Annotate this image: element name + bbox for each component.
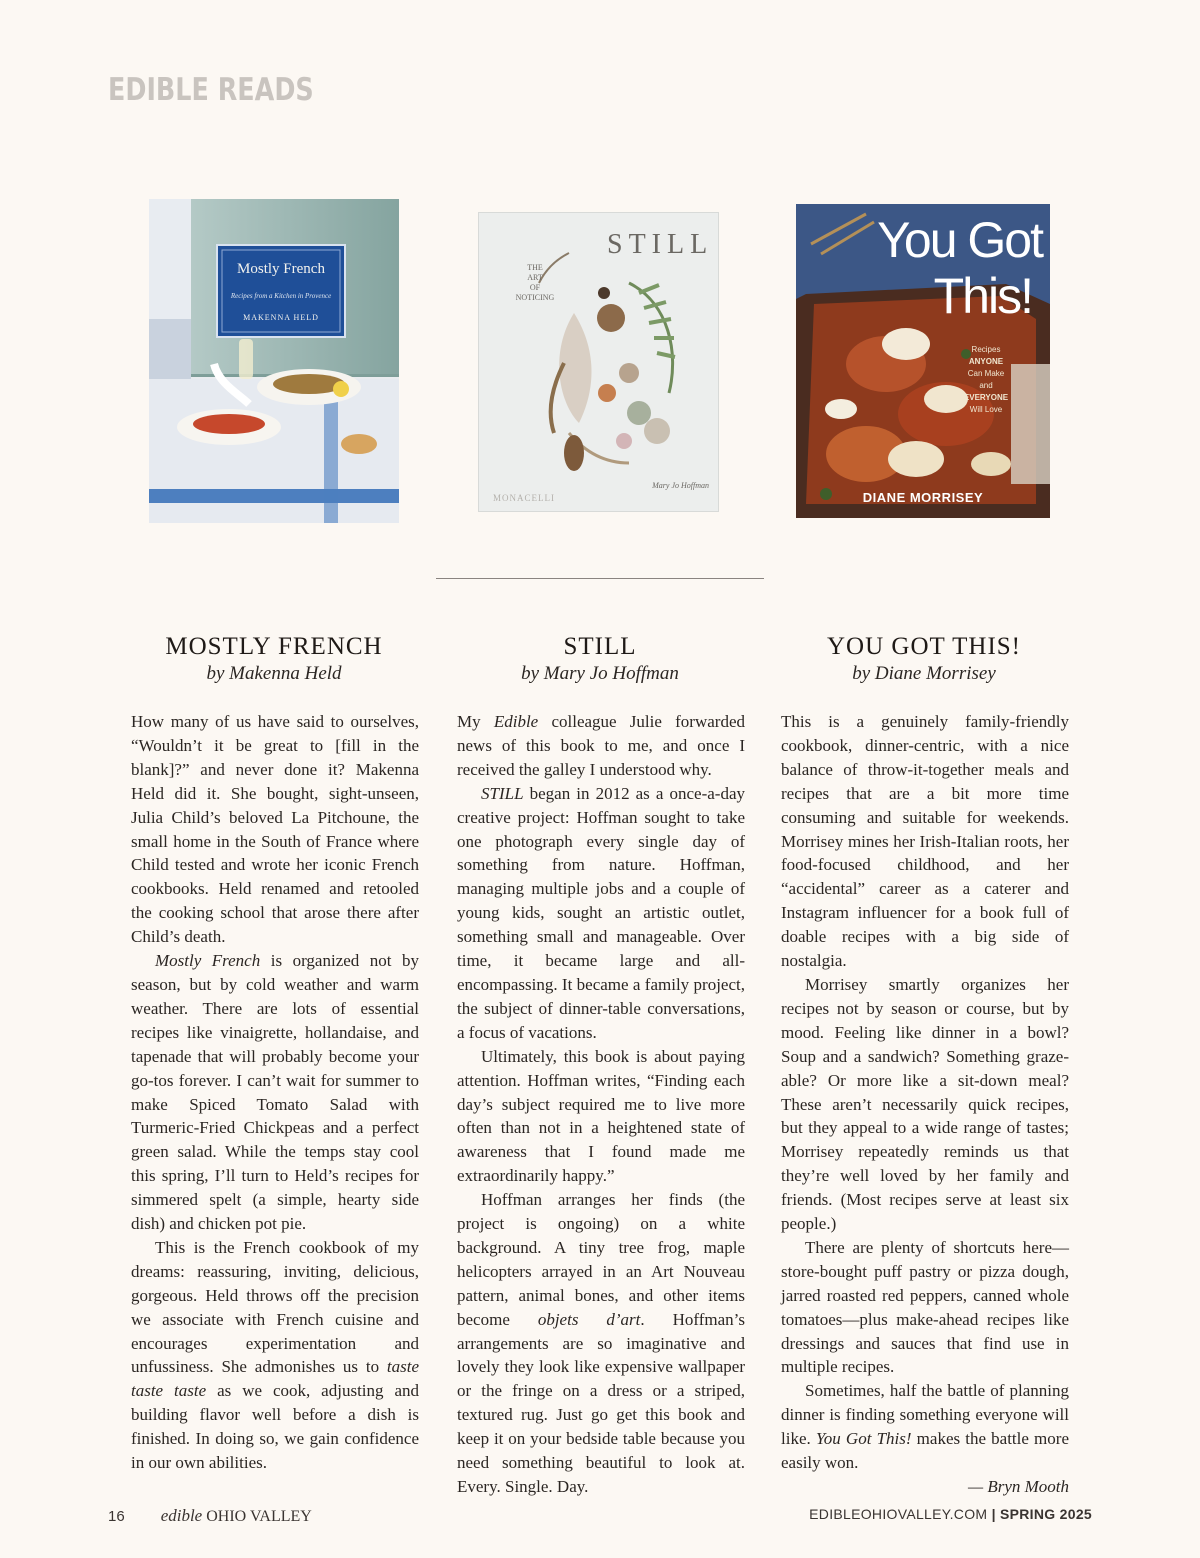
still-cover-subtitle-line: THE (527, 263, 543, 272)
review-paragraph (781, 1236, 1069, 1379)
text-run: This is the French cookbook of my dreams: reassuring, inviting, delicious, gorgeous. Held throws off the precision we associate with French cuisine and encourages experimentation and unfussiness. She admonishes us to (131, 1237, 419, 1377)
review-paragraph (457, 782, 745, 1045)
text-run: This is a genuinely family-friendly cookbook, dinner-centric, with a nice balance of throw-it-together meals and recipes that are a bit more time consuming and suitable for weekends. Morrisey mines her Irish-Italian roots, her food-focused childhood, and her “accidental” career as a caterer and Instagram influencer for a book full of doable recipes with a big side of nostalgia. (781, 712, 1069, 971)
review-paragraph (131, 710, 419, 949)
footer-right (809, 1506, 1092, 1522)
text-run: as we cook, adjusting and building flavor well before a dish is finished. In doing so, we gain confidence in our own abilities. (131, 1381, 419, 1473)
text-run: There are plenty of shortcuts here—store-bought puff pastry or pizza dough, jarred roasted red peppers, canned whole tomatoes—plus make-ahead recipes like dressings and sauces that find use in multiple recipes. (781, 1237, 1069, 1377)
mostly-french-cover-title: Mostly French (237, 261, 325, 277)
section-label: EDIBLE READS (108, 72, 314, 108)
issue-label: SPRING 2025 (999, 1506, 1092, 1522)
text-run: Morrisey smartly organizes her recipes not by season or course, but by mood. Feeling like dinner in a bowl? Soup and a sandwich? Something graze-able? Or more like a sit-down meal? These aren’t necessarily quick recipes, but they appeal to a wide range of tastes; Morrisey repeatedly reminds us that they’re well loved by her family and friends. (Most recipes serve at least six people.) (781, 974, 1069, 1234)
review-paragraph (781, 1379, 1069, 1475)
magazine-brand (161, 1508, 312, 1525)
still-cover-image (478, 212, 719, 512)
magazine-name-italic: Edible (493, 712, 539, 731)
section-divider (436, 578, 764, 579)
review-paragraph (781, 973, 1069, 1236)
text-run: began in 2012 as a once-a-day creative project: Hoffman sought to take one photograph every single day of something from nature. Hoffman, managing multiple jobs and a couple of young kids, sought an artistic outlet, something small and manageable. Over time, it became large and all-encompassing. It became a family project, the subject of dinner-table conversations, a focus of vacations. (457, 783, 745, 1042)
text-run: Ultimately, this book is about paying attention. Hoffman writes, “Finding each day’s subject required me to live more often than not in a heightened state of awareness that I found made me extraordinarily happy.” (457, 1046, 745, 1186)
mostly-french-cover-subtitle: Recipes from a Kitchen in Provence (230, 292, 332, 300)
you-got-this-cover-tagline (946, 344, 1026, 416)
review-body-you-got-this (781, 710, 1069, 1499)
you-got-this-cover-title-line2: This! (933, 268, 1032, 324)
review-signature: — Bryn Mooth (967, 1477, 1069, 1496)
page-number: 16 (108, 1508, 125, 1525)
review-author-mostly-french: by Makenna Held (206, 663, 342, 684)
review-paragraph (457, 710, 745, 782)
book-title-italic: STILL (481, 783, 524, 803)
text-run: My (457, 712, 494, 731)
still-cover-title: STILL (607, 229, 714, 260)
text-run: colleague Julie forwarded news of this book to me, and once I received the galley I understood why. (457, 712, 745, 779)
text-run: How many of us have said to ourselves, “Wouldn’t it be great to [fill in the blank]?” and never done it? Makenna Held did it. She bought, sight-unseen, Julia Child’s beloved La Pitchoune, the small home in the South of France where Child tested and wrote her iconic French cookbooks. Held renamed and retooled the cooking school that arose there after Child’s death. (131, 712, 419, 947)
tagline-line: EVERYONE (963, 393, 1009, 402)
review-paragraph (131, 1236, 419, 1475)
you-got-this-cover-author: DIANE MORRISEY (862, 490, 984, 505)
you-got-this-cover-title-line1: You Got (877, 212, 1042, 268)
mostly-french-cover-author: MAKENNA HELD (243, 313, 319, 322)
footer-left (108, 1506, 312, 1526)
review-body-mostly-french (131, 710, 419, 1475)
tagline-line: and (979, 381, 993, 390)
tagline-line: Will Love (969, 405, 1003, 414)
mostly-french-cover-image (149, 199, 399, 523)
review-title-you-got-this: YOU GOT THIS! (826, 633, 1022, 660)
review-paragraph (131, 949, 419, 1236)
brand-name: OHIO VALLEY (206, 1508, 312, 1525)
tagline-line: Recipes (971, 345, 1001, 354)
you-got-this-cover-image (796, 204, 1050, 518)
still-cover-subtitle (505, 263, 565, 303)
website-link[interactable]: EDIBLEOHIOVALLEY.COM (809, 1506, 988, 1522)
review-title-mostly-french: MOSTLY FRENCH (165, 633, 383, 660)
book-title-italic: You Got This! (815, 1429, 912, 1449)
brand-italic: edible (160, 1506, 203, 1525)
text-run: is organized not by season, but by cold weather and warm weather. There are lots of essential recipes like vinaigrette, hollandaise, and tapenade that will probably become your go-tos forever. I can’t wait for summer to make Spiced Tomato Salad with Turmeric-Fried Chickpeas and a perfect green salad. While the temps stay cool this spring, I’ll turn to Held’s recipes for simmered spelt (a simple, hearty side dish) and chicken pot pie. (131, 951, 419, 1234)
review-paragraph (457, 1188, 745, 1499)
still-cover-subtitle-line: ART (527, 273, 543, 282)
review-paragraph (457, 1045, 745, 1188)
still-cover-author: Mary Jo Hoffman (652, 481, 709, 490)
review-author-you-got-this: by Diane Morrisey (852, 663, 996, 684)
text-run: makes the battle more easily won. (781, 1429, 1069, 1473)
tagline-line: Can Make (967, 369, 1005, 378)
text-run: Hoffman arranges her finds (the project is ongoing) on a white background. A tiny tree frog, maple helicopters arrayed in an Art Nouveau pattern, animal bones, and other items become (457, 1190, 745, 1329)
tagline-line: ANYONE (968, 357, 1004, 366)
review-body-still (457, 710, 745, 1499)
still-cover-subtitle-line: NOTICING (515, 293, 555, 302)
footer-separator: | (991, 1506, 996, 1522)
text-run: . Hoffman’s arrangements are so imaginative and lovely they look like expensive wallpaper or the fringe on a dress or a striped, textured rug. Just go get this book and keep it on your bedside table because you need something beautiful to look at. Every. Single. Day. (457, 1309, 746, 1496)
still-cover-publisher: MONACELLI (493, 493, 555, 503)
still-cover-subtitle-line: OF (529, 283, 541, 292)
book-title-italic: Mostly French (155, 951, 261, 971)
review-paragraph (781, 710, 1069, 973)
emphasis-italic: objets d’art (537, 1309, 641, 1329)
text-run: Sometimes, half the battle of planning dinner is finding something everyone will like. (781, 1381, 1069, 1449)
emphasis-italic: taste taste taste (131, 1357, 419, 1401)
review-author-still: by Mary Jo Hoffman (521, 663, 679, 684)
mostly-french-cover-art (149, 199, 399, 523)
review-title-still: STILL (563, 633, 637, 660)
